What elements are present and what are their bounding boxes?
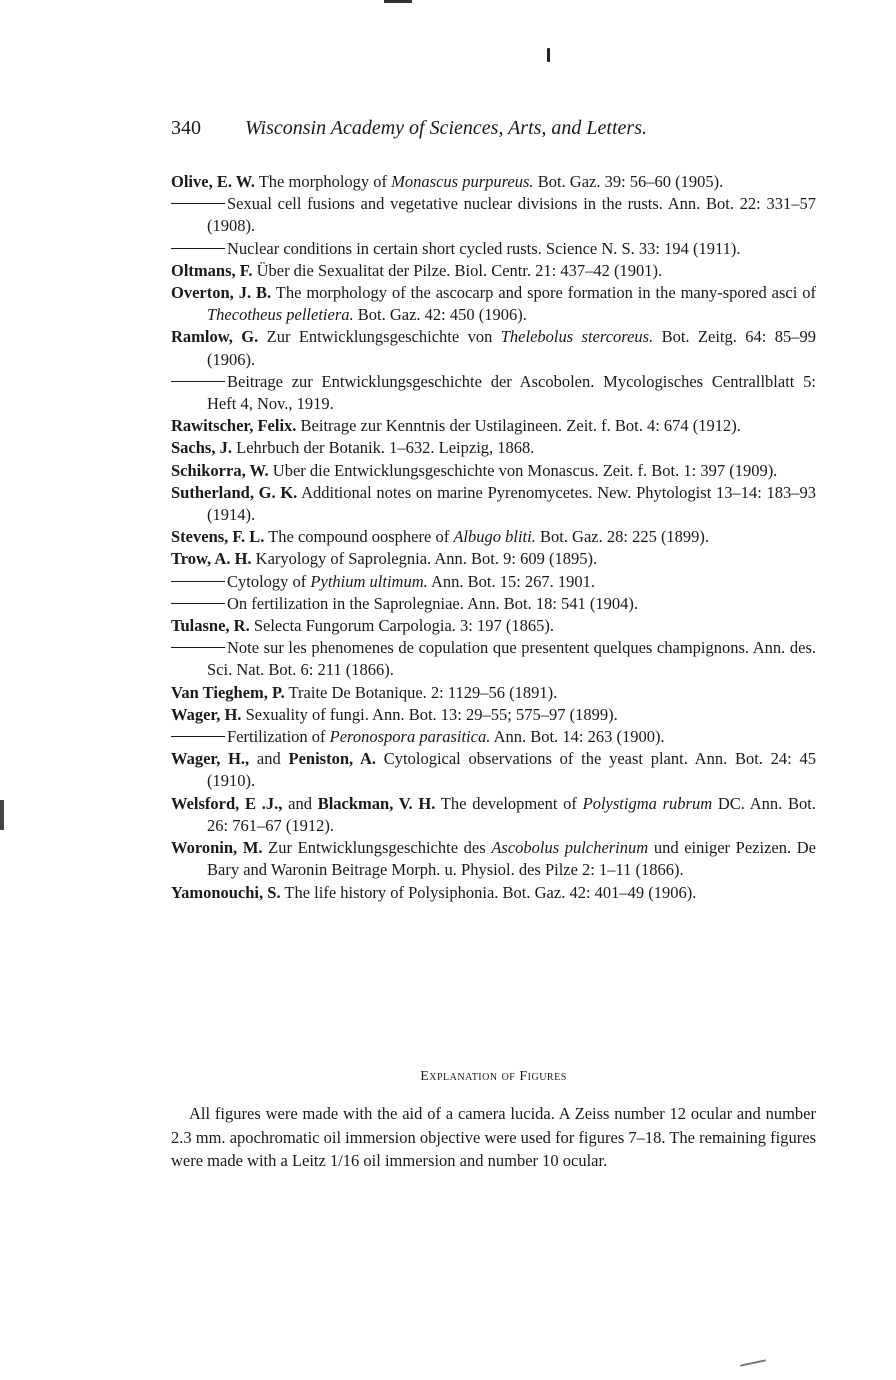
- reference-entry: [171, 726, 816, 748]
- reference-author: Trow, A. H.: [171, 549, 252, 569]
- reference-entry: [171, 526, 816, 548]
- explanation-paragraph: All figures were made with the aid of a camera lucida. A Zeiss number 12 ocular and number 2.3 mm. apochromatic oil immersion objective were used for figures 7–18. The remaining figures were made with a Leitz 1/16 oil immersion and number 10 ocular.: [171, 1104, 816, 1170]
- reference-italic-title: Monascus purpureus.: [391, 172, 534, 191]
- reference-author: Sutherland, G. K.: [171, 482, 298, 502]
- reference-author: Welsford, E .J.,: [171, 793, 283, 813]
- reference-italic-title: Polystigma rubrum: [582, 793, 713, 813]
- scan-mark: [384, 0, 412, 3]
- running-header: [171, 114, 821, 142]
- reference-entry: [171, 571, 816, 593]
- reference-author: Wager, H.,: [171, 749, 250, 769]
- reference-author: Schikorra, W.: [171, 460, 269, 480]
- reference-text: Sexuality of fungi. Ann. Bot. 13: 29–55; 575–97 (1899).: [241, 704, 618, 724]
- reference-italic-title: Peronospora parasitica.: [329, 727, 491, 747]
- reference-text: The compound oosphere of: [264, 527, 454, 547]
- reference-text: Traite De Botanique. 2: 1129–56 (1891).: [284, 682, 558, 702]
- reference-italic-title: Thelebolus stercoreus.: [500, 327, 654, 347]
- reference-entry: [171, 171, 816, 193]
- reference-author: Sachs, J.: [171, 438, 232, 458]
- journal-title: Wisconsin Academy of Sciences, Arts, and Letters.: [245, 117, 647, 139]
- reference-entry: [171, 260, 816, 282]
- ditto-dash: [171, 248, 225, 249]
- reference-coauthor: Peniston, A.: [288, 749, 377, 769]
- reference-author: Stevens, F. L.: [171, 527, 265, 547]
- reference-text: DC. Ann. Bot. 26: 761–67 (1912).: [207, 793, 816, 835]
- reference-entry: [171, 371, 816, 415]
- reference-list: [171, 171, 816, 904]
- reference-entry: [171, 193, 816, 237]
- reference-author: Van Tieghem, P.: [171, 682, 285, 702]
- reference-text: Sexual cell fusions and vegetative nuclear divisions in the rusts. Ann. Bot. 22: 331–57 (1908).: [207, 194, 816, 236]
- reference-author: Rawitscher, Felix.: [171, 416, 297, 436]
- reference-entry: [171, 415, 816, 437]
- reference-entry: [171, 682, 816, 704]
- reference-text: Selecta Fungorum Carpologia. 3: 197 (1865).: [249, 616, 555, 636]
- reference-text: and: [282, 793, 318, 813]
- reference-author: Overton, J. B.: [171, 283, 272, 303]
- reference-text: Ann. Bot. 14: 263 (1900).: [490, 727, 665, 747]
- reference-text: On fertilization in the Saprolegniae. Ann. Bot. 18: 541 (1904).: [227, 593, 639, 613]
- ditto-dash: [171, 581, 225, 582]
- reference-entry: [171, 437, 816, 459]
- ditto-dash: [171, 736, 225, 737]
- reference-text: Zur Entwicklungsgeschichte von: [258, 327, 501, 347]
- reference-text: Ann. Bot. 15: 267. 1901.: [427, 571, 596, 591]
- reference-entry: [171, 837, 816, 881]
- reference-entry: [171, 460, 816, 482]
- reference-text: Uber die Entwicklungsgeschichte von Monascus. Zeit. f. Bot. 1: 397 (1909).: [268, 460, 778, 480]
- reference-entry: [171, 593, 816, 615]
- ditto-dash: [171, 647, 225, 648]
- reference-entry: [171, 548, 816, 570]
- reference-entry: [171, 637, 816, 681]
- reference-entry: [171, 748, 816, 792]
- reference-entry: [171, 482, 816, 526]
- scan-mark: [0, 800, 4, 830]
- reference-author: Oltmans, F.: [171, 260, 253, 280]
- reference-text: Additional notes on marine Pyrenomycetes. New. Phytologist 13–14: 183–93 (1914).: [207, 482, 816, 525]
- reference-entry: [171, 615, 816, 637]
- reference-text: Zur Entwicklungsgeschichte des: [262, 838, 492, 858]
- reference-author: Yamonouchi, S.: [171, 882, 281, 902]
- reference-entry: [171, 793, 816, 837]
- reference-author: Ramlow, G.: [171, 327, 259, 347]
- reference-text: Karyology of Saprolegnia. Ann. Bot. 9: 609 (1895).: [251, 549, 598, 569]
- reference-text: The life history of Polysiphonia. Bot. Gaz. 42: 401–49 (1906).: [280, 882, 697, 902]
- reference-text: and: [249, 749, 289, 769]
- reference-text: Cytological observations of the yeast plant. Ann. Bot. 24: 45 (1910).: [207, 749, 817, 791]
- reference-author: Olive, E. W.: [171, 172, 255, 191]
- reference-text: Über die Sexualitat der Pilze. Biol. Centr. 21: 437–42 (1901).: [252, 260, 663, 280]
- reference-text: Bot. Gaz. 39: 56–60 (1905).: [533, 172, 724, 191]
- reference-text: The morphology of: [254, 172, 392, 191]
- reference-coauthor: Blackman, V. H.: [317, 793, 436, 813]
- reference-text: The development of: [435, 793, 583, 813]
- reference-entry: [171, 238, 816, 260]
- reference-text: Note sur les phenomenes de copulation que presentent quelques champignons. Ann. des. Sci. Nat. Bot. 6: 211 (1866).: [207, 638, 816, 680]
- ditto-dash: [171, 603, 225, 604]
- reference-author: Woronin, M.: [171, 838, 263, 858]
- reference-text: Lehrbuch der Botanik. 1–632. Leipzig, 1868.: [231, 438, 535, 458]
- page-number: 340: [171, 117, 201, 139]
- ditto-dash: [171, 381, 225, 382]
- reference-entry: [171, 282, 816, 326]
- reference-author: Tulasne, R.: [171, 616, 250, 636]
- reference-text: Cytology of: [227, 571, 311, 591]
- reference-text: Nuclear conditions in certain short cycled rusts. Science N. S. 33: 194 (1911).: [227, 238, 741, 258]
- reference-text: Fertilization of: [227, 727, 330, 747]
- reference-author: Wager, H.: [171, 704, 242, 724]
- reference-text: und einiger Pezizen. De Bary and Waronin Beitrage Morph. u. Physiol. des Pilze 2: 1–11 (1866).: [207, 838, 816, 880]
- reference-italic-title: Thecotheus pelletiera.: [207, 305, 354, 325]
- reference-text: Beitrage zur Entwicklungsgeschichte der Ascobolen. Mycologisches Centrallblatt 5: Heft 4, Nov., 1919.: [207, 371, 816, 414]
- reference-italic-title: Albugo bliti.: [453, 527, 536, 547]
- ditto-dash: [171, 203, 225, 204]
- scan-mark: [740, 1359, 766, 1366]
- reference-entry: [171, 326, 816, 370]
- reference-text: Bot. Gaz. 42: 450 (1906).: [353, 305, 527, 325]
- scan-mark: [547, 48, 550, 62]
- reference-text: Bot. Zeitg. 64: 85–99 (1906).: [207, 327, 817, 369]
- reference-text: Bot. Gaz. 28: 225 (1899).: [535, 527, 710, 547]
- reference-italic-title: Pythium ultimum.: [310, 571, 428, 591]
- reference-italic-title: Ascobolus pulcherinum: [491, 838, 649, 858]
- reference-entry: [171, 704, 816, 726]
- reference-text: Beitrage zur Kenntnis der Ustilagineen. Zeit. f. Bot. 4: 674 (1912).: [296, 416, 741, 436]
- reference-entry: [171, 882, 816, 904]
- reference-text: The morphology of the ascocarp and spore formation in the many-spored asci of: [271, 283, 816, 303]
- section-heading: Explanation of Figures: [420, 1069, 567, 1084]
